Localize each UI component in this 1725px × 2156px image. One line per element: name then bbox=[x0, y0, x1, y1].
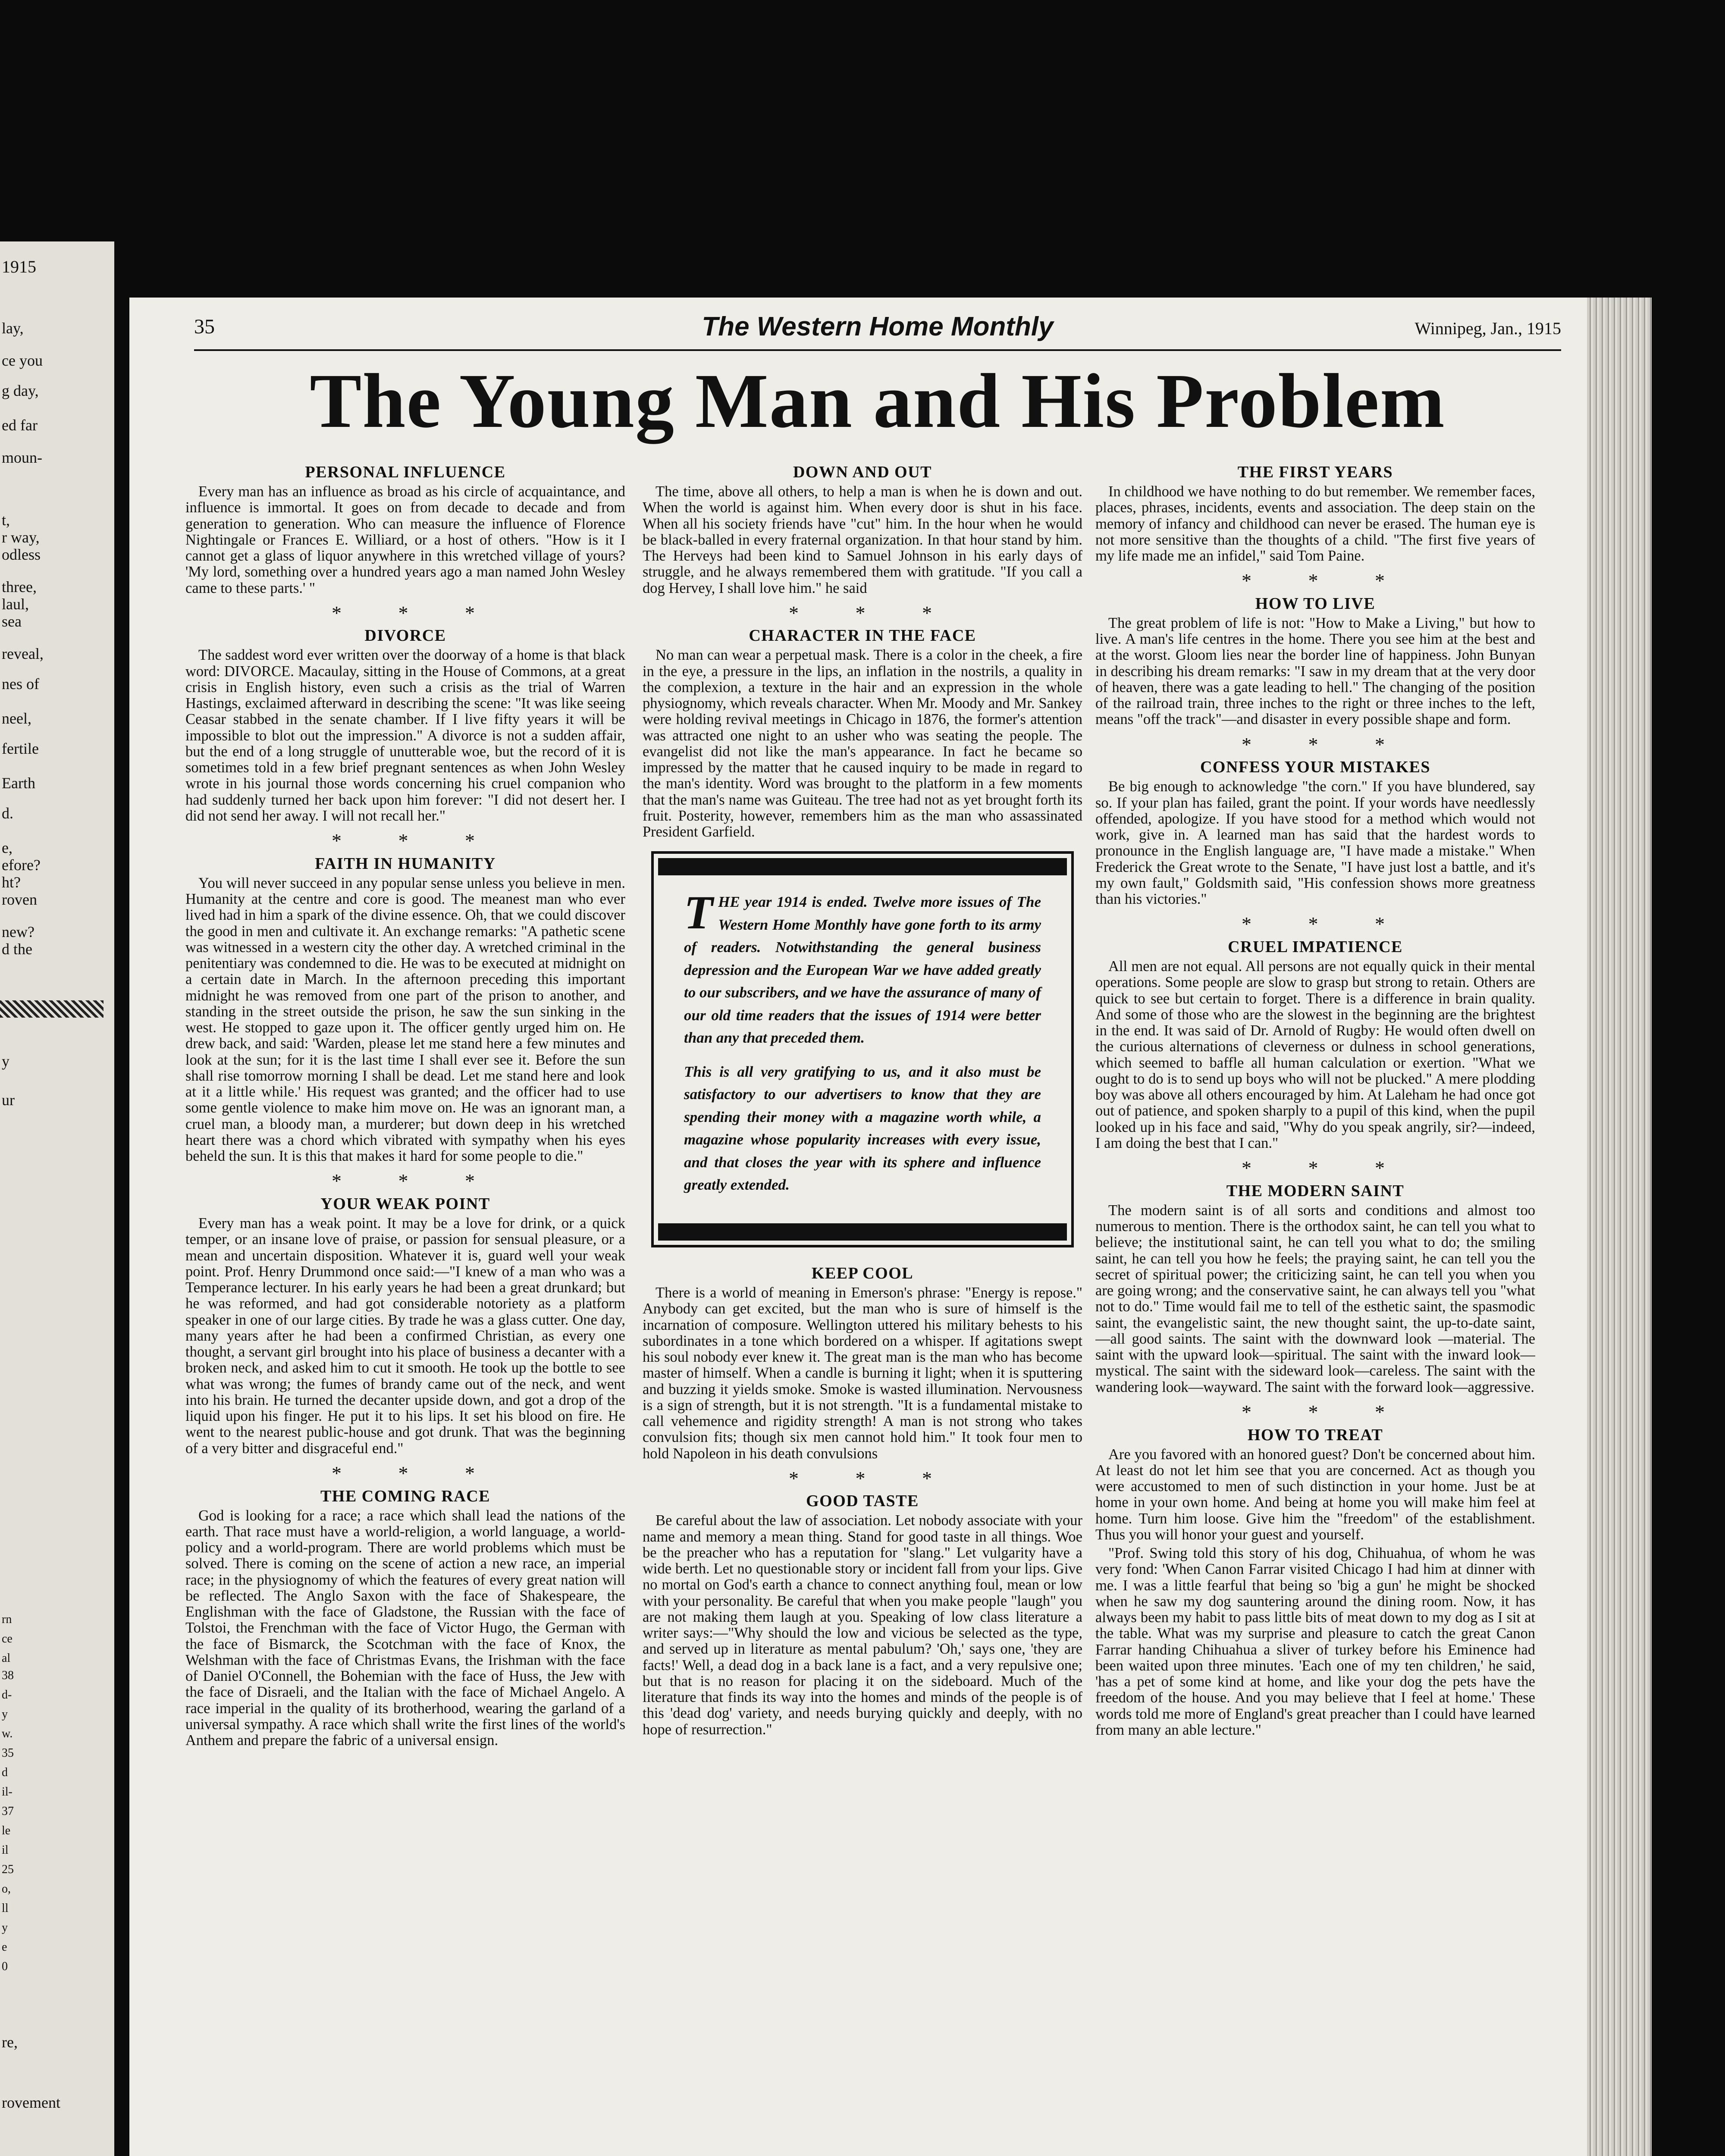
strip-line: r way, bbox=[2, 529, 40, 546]
strip-line: ll bbox=[2, 1902, 9, 1915]
article-faith-in-humanity bbox=[185, 855, 625, 1165]
article-confess-your-mistakes bbox=[1095, 758, 1535, 907]
strip-line: le bbox=[2, 1824, 11, 1837]
decorative-border bbox=[0, 1000, 104, 1018]
article-heading: CRUEL IMPATIENCE bbox=[1228, 938, 1403, 956]
issue-date: Winnipeg, Jan., 1915 bbox=[1414, 319, 1561, 338]
strip-line: d bbox=[2, 1766, 8, 1779]
section-separator: * * * bbox=[332, 602, 501, 624]
article-the-coming-race bbox=[185, 1488, 625, 1749]
article-cruel-impatience bbox=[1095, 938, 1535, 1151]
article-the-first-years bbox=[1095, 464, 1535, 564]
strip-line: efore? bbox=[2, 856, 41, 874]
section-separator: * * * bbox=[1242, 913, 1411, 935]
strip-line: g day, bbox=[2, 382, 39, 399]
strip-line: d the bbox=[2, 940, 32, 958]
strip-line: y bbox=[2, 1708, 8, 1721]
strip-line: e bbox=[2, 1940, 7, 1954]
page-number: 35 bbox=[194, 315, 215, 338]
section-separator: * * * bbox=[1242, 733, 1411, 755]
strip-line: re, bbox=[2, 2034, 18, 2051]
article-heading: DIVORCE bbox=[364, 627, 446, 645]
notice-paragraph: This is all very gratifying to us, and it also must be satisfactory to our advertisers to know that they are spending their money with a magazine worth while, a magazine whose popularity increases with every issue, and that closes the year with its sphere and influence greatly extended. bbox=[684, 1063, 1041, 1194]
article-paragraph: There is a world of meaning in Emerson's phrase: "Energy is repose." Anybody can get excited, but the man who is sure of himself is the incarnation of composure. Wellington uttered his military behests to his subordinates in a tone which bordered on a whisper. If agitations swept his soul nobody ever knew it. The great man is the man who has become master of himself. When a candle is burning it light; when it is sputtering and buzzing it yields smoke. Smoke is wasted illumination. Nervousness is a sign of strength, but it is not strength. "It is a fundamental mistake to call vehemence and rigidity strength! A man is not strong who takes convulsion fits; though six men cannot hold him." It took four men to hold Napoleon in his death convulsions bbox=[643, 1285, 1082, 1462]
strip-line: ce you bbox=[2, 352, 43, 369]
article-paragraph: Are you favored with an honored guest? Don't be concerned about him. At least do not let him see that you are concerned. Act as though you were accustomed to men of such distinction in your home. Just be at home in your own home. And being at home you will make him feel at home. Turn him loose. Give him the "freedom" of the establishment. Thus you will honor your guest and yourself. bbox=[1095, 1446, 1535, 1543]
article-paragraph: All men are not equal. All persons are not equally quick in their mental operations. Some people are slow to grasp but strong to retain. Others are quick to see but certain to forget. There is a difference in brain quality. And some of those who are the slowest in the beginning are the brightest in the end. It was said of Dr. Arnold of Rugby: He would often dwell on the curious alternations of cleverness or dulness in school generations, which seemed to baffle all human calculation or exertion. "What we ought to do is to send up boys who will not be plucked." A mere plodding boy was above all others encouraged by him. At Laleham he had once got out of patience, and spoken sharply to a pupil of this kind, when the pupil looked up in his face and said, "Why do you speak angrily, sir?—indeed, I am doing the best that I can." bbox=[1095, 958, 1535, 1151]
section-separator: * * * bbox=[789, 602, 958, 624]
strip-line: 25 bbox=[2, 1863, 14, 1876]
strip-line: lay, bbox=[2, 320, 24, 337]
article-heading: CONFESS YOUR MISTAKES bbox=[1200, 758, 1431, 777]
notice-body bbox=[658, 875, 1067, 1223]
article-paragraph: Every man has an influence as broad as his circle of acquaintance, and influence is immortal. It goes on from decade to decade and from generation to generation. Who can measure the influence of Florence Nightingale or Frances E. Williard, or a host of others. "How is it I cannot get a glass of liquor anywhere in this wretched village of yours? 'My lord, something over a hundred years ago a man named John Wesley came to these parts.' " bbox=[185, 483, 625, 596]
strip-line: fertile bbox=[2, 740, 39, 757]
strip-line: ht? bbox=[2, 874, 21, 891]
column-1 bbox=[185, 464, 625, 2156]
strip-line: ed far bbox=[2, 417, 38, 434]
article-heading: YOUR WEAK POINT bbox=[320, 1195, 490, 1213]
article-heading: THE COMING RACE bbox=[320, 1487, 491, 1505]
page-title: The Young Man and His Problem bbox=[310, 358, 1446, 444]
article-paragraph: Be big enough to acknowledge "the corn." If you have blundered, say so. If your plan has failed, grant the point. If your words have needlessly offended, apologize. If you have stood for a method which would not work, give in. A learned man has said that the hardest words to pronounce in the English language are, "I have made a mistake." When Frederick the Great wrote to the Senate, "I have just lost a battle, and it's my own fault," Goldsmith said, "His confession shows more greatness than his victories." bbox=[1095, 778, 1535, 908]
article-character-in-the-face bbox=[643, 627, 1082, 840]
section-separator: * * * bbox=[1242, 570, 1411, 592]
running-header bbox=[194, 312, 1561, 351]
article-paragraph: The saddest word ever written over the doorway of a home is that black word: DIVORCE. Macaulay, sitting in the House of Commons, at a great crisis in English history, even such a crisis as the trial of Warren Hastings, exclaimed afterward in describing the scene: "It was like seeing Ceasar stabbed in the senate chamber. If I live fifty years it will be impossible to blot out the impression." A divorce is not a sudden affair, but the end of a long struggle of unutterable woe, but the record of it is sometimes told in a few brief pregnant sentences as when John Wesley wrote in his journal those words concerning his cruel companion who had suddenly turned her back upon him forever: "I did not desert her. I did not send her away. I will not recall her." bbox=[185, 647, 625, 824]
article-paragraph: You will never succeed in any popular sense unless you believe in men. Humanity at the centre and core is good. The meanest man who ever lived had in him a spark of the divine essence. Oh, that we could discover the good in men and cultivate it. An exchange remarks: "A pathetic scene was witnessed in a western city the other day. A wretched criminal in the penitentiary was condemned to die. He was to be executed at midnight on a certain date in March. In the afternoon preceding this important midnight he was removed from one part of the prison to another, and standing in the street outside the prison, he saw the sun sinking in the west. He stopped to gaze upon it. The officer gently urged him on. He drew back, and said: 'Warden, please let me stand here a few minutes and look at the sun; for it is the last time I shall ever see it. Before the sun shall rise tomorrow morning I shall be dead. Let me stand here and look at it a little while.' His request was granted; and the officer had to use some gentle violence to make him move on. He was an ignorant man, a cruel man, a bloody man, a murderer; but down deep in his wretched heart there was a chord which vibrated with sympathy when his eyes beheld the sun. It is this that makes it hard for some people to die." bbox=[185, 874, 625, 1165]
article-paragraph: The great problem of life is not: "How to Make a Living," but how to live. A man's life centres in the home. There you see him at the best and at the worst. Gloom lies near the border line of happiness. John Bunyan in describing his dream remarks: "I saw in my dream that at the very door of heaven, there was a gate leading to hell." The changing of the position of the railroad train, three inches to the right or three inches to the left, means "off the track"—and disaster in every possible shape and form. bbox=[1095, 614, 1535, 728]
article-heading: THE FIRST YEARS bbox=[1237, 464, 1393, 481]
strip-line: moun- bbox=[2, 449, 42, 466]
article-heading: HOW TO LIVE bbox=[1255, 594, 1376, 613]
strip-line: 0 bbox=[2, 1960, 8, 1973]
strip-line: ur bbox=[2, 1091, 15, 1109]
strip-line: rn bbox=[2, 1613, 12, 1626]
adjacent-page-strip bbox=[0, 241, 114, 2156]
article-paragraph: The time, above all others, to help a man is when he is down and out. When the world is against him. When every door is shut in his face. When all his society friends have "cut" him. In the hour when he would be black-balled in every fraternal organization. In that hour stand by him. The Herveys had been kind to Samuel Johnson in his early days of struggle, and he always remembered them with gratitude. "If you call a dog Hervey, I shall love him." he said bbox=[643, 483, 1082, 596]
strip-line: t, bbox=[2, 511, 10, 529]
section-separator: * * * bbox=[1242, 1401, 1411, 1423]
article-divorce bbox=[185, 627, 625, 824]
article-heading: CHARACTER IN THE FACE bbox=[749, 627, 976, 645]
magazine-page bbox=[129, 298, 1587, 2156]
article-heading: GOOD TASTE bbox=[806, 1492, 919, 1510]
strip-line: il bbox=[2, 1843, 9, 1857]
article-how-to-live bbox=[1095, 595, 1535, 728]
article-good-taste bbox=[643, 1492, 1082, 1738]
strip-line: Earth bbox=[2, 774, 35, 792]
article-heading: FAITH IN HUMANITY bbox=[315, 854, 496, 873]
strip-line: d- bbox=[2, 1688, 12, 1702]
article-heading: DOWN AND OUT bbox=[793, 464, 932, 481]
drop-cap: T bbox=[684, 886, 713, 939]
article-how-to-treat bbox=[1095, 1426, 1535, 1739]
strip-line: o, bbox=[2, 1882, 11, 1896]
strip-line: new? bbox=[2, 923, 34, 940]
strip-line: neel, bbox=[2, 710, 31, 727]
article-paragraph: Every man has a weak point. It may be a love for drink, or a quick temper, or an insane love of praise, or passion for sensual pleasure, or a mean and uncertain disposition. Whatever it is, guard well your weak point. Prof. Henry Drummond once said:—"I knew of a man who was a Temperance lecturer. In his early years he had been a great drunkard; but he was reformed, and had got considerable notoriety as a platform speaker in one of our large cities. By trade he was a glass cutter. One day, many years after he had been a confirmed Christian, as every one thought, a servant girl brought into his place of business a decanter with a broken neck, and asked him to cut it smooth. He took up the bottle to see what was wrong; the fumes of brandy came out of the neck, and went into his brain. He turned the decanter upside down, and got a drop of the liquid upon his finger. He put it to his lips. It set his blood on fire. He went to the nearest public-house and got drunk. That was the beginning of a very bitter and disgraceful end." bbox=[185, 1215, 625, 1457]
article-heading: PERSONAL INFLUENCE bbox=[305, 464, 506, 481]
section-separator: * * * bbox=[332, 1462, 501, 1484]
column-3 bbox=[1095, 464, 1535, 2156]
article-down-and-out bbox=[643, 464, 1082, 596]
notice-paragraph bbox=[684, 886, 1041, 1050]
strip-line: y bbox=[2, 1921, 8, 1934]
article-the-modern-saint bbox=[1095, 1182, 1535, 1395]
section-separator: * * * bbox=[332, 1170, 501, 1192]
article-keep-cool bbox=[643, 1265, 1082, 1462]
article-paragraph: In childhood we have nothing to do but remember. We remember faces, places, phrases, incidents, events and association. The deep stain on the memory of infancy and childhood can never be erased. The human eye is not more sensitive than the thoughts of a child. "The first five years of my life made me an infidel," said Tom Paine. bbox=[1095, 483, 1535, 564]
column-2 bbox=[643, 464, 1082, 2156]
article-paragraph: Be careful about the law of association. Let nobody associate with your name and memory a mean thing. Stand for good taste in all things. Woe be the preacher who has a reputation for "slang." Let vulgarity have a wide berth. Let no questionable story or incident fall from your lips. Give no mortal on God's earth a chance to connect anything foul, mean or low with your personality. Be careful that when you make people "laugh" you are not making them laugh at you. Speaking of low class literature a writer says:—"Why should the low and vicious be selected as the type, and served up in literature as mental pabulum? 'Oh,' says one, 'they are facts!' Well, a dead dog in a back lane is a fact, and a very repulsive one; but that is no reason for placing it on the sideboard. Much of the literature that finds its way into the homes and minds of the people is of this 'dead dog' variety, and needs burying quickly and deeply, with no hope of resurrection." bbox=[643, 1512, 1082, 1738]
strip-line: reveal, bbox=[2, 645, 44, 662]
strip-line: rovement bbox=[2, 2094, 60, 2111]
strip-line: three, bbox=[2, 578, 37, 595]
strip-line: sea bbox=[2, 613, 22, 630]
strip-line: 35 bbox=[2, 1746, 14, 1760]
strip-line: w. bbox=[2, 1727, 13, 1740]
article-paragraph: "Prof. Swing told this story of his dog, Chihuahua, of whom he was very fond: 'When Canon Farrar visited Chicago I had him at dinner with me. I was a little fearful that being so 'big a gun' he might be shocked when he saw my dog sauntering around the dining room. Now, it has always been my habit to pass little bits of meat down to my dog as I sit at the table. What was my surprise and pleasure to catch the great Canon Farrar handing Chihuahua a sliver of turkey before his Eminence had been waited upon three minutes. 'Each one of my ten children,' he said, 'has a pet of some kind at home, and like your dog the pets have the freedom of the house. And you may believe that I feel at home.' These words told me more of England's great preacher than I could have learned from many an able lecture." bbox=[1095, 1545, 1535, 1738]
article-your-weak-point bbox=[185, 1195, 625, 1457]
article-heading: HOW TO TREAT bbox=[1247, 1426, 1383, 1444]
strip-line: 37 bbox=[2, 1805, 14, 1818]
page-edge-binding bbox=[1587, 298, 1652, 2156]
magazine-name: The Western Home Monthly bbox=[702, 312, 1054, 342]
article-paragraph: The modern saint is of all sorts and conditions and almost too numerous to mention. There is the orthodox saint, he can tell you what to believe; the institutional saint, he can tell you what to do; the smiling saint, he can tell you how he feels; the praying saint, he can tell you the secret of spiritual power; the criticizing saint, he can tell you when you are going wrong; and the conservative saint, he can always tell you "what not to do." Time would fail me to tell of the esthetic saint, the spasmodic saint, the evangelistic saint, the new thought saint, the up-to-date saint, —all good saints. The saint with the downward look —material. The saint with the upward look—spiritual. The saint with the inward look—mystical. The saint with the sideward look—careless. The saint with the wandering look—wayward. The saint with the forward look—aggressive. bbox=[1095, 1202, 1535, 1395]
article-personal-influence bbox=[185, 464, 625, 596]
article-paragraph: God is looking for a race; a race which shall lead the nations of the earth. That race must have a world-religion, a world language, a world-policy and a world-program. There are world problems which must be solved. There is coming on the scene of action a new race, an imperial race; in the physiognomy of which the features of every great nation will be reflected. The Anglo Saxon with the face of Shakespeare, the Englishman with the face of Gladstone, the Russian with the face of Tolstoi, the Frenchman with the face of Victor Hugo, the German with the face of Bismarck, the Scotchman with the face of Knox, the Welshman with the face of Christmas Evans, the Irishman with the face of Daniel O'Connell, the Bohemian with the face of Huss, the Jew with the face of Disraeli, and the Italian with the face of Michael Angelo. A race imperial in the quality of its brotherhood, wearing the garland of a universal sympathy. A race which shall write the first lines of the world's Anthem and prepare the fabric of a universal ensign. bbox=[185, 1507, 625, 1749]
publisher-notice-box bbox=[651, 851, 1074, 1247]
notice-bottom-bar bbox=[658, 1223, 1067, 1241]
section-separator: * * * bbox=[332, 830, 501, 852]
strip-line: il- bbox=[2, 1785, 13, 1799]
strip-line: odless bbox=[2, 546, 41, 563]
strip-line: roven bbox=[2, 891, 37, 908]
strip-line: 38 bbox=[2, 1669, 14, 1682]
strip-line: al bbox=[2, 1651, 11, 1665]
article-heading: KEEP COOL bbox=[811, 1264, 914, 1282]
strip-line: e, bbox=[2, 839, 13, 856]
notice-text: HE year 1914 is ended. Twelve more issues of The Western Home Monthly have gone forth to its army of readers. Notwithstanding the general business depression and the European War we have added greatly to our subscribers, and we have the assurance of many of our old time readers that the issues of 1914 were better than any that preceded them. bbox=[684, 893, 1041, 1047]
strip-line: laul, bbox=[2, 595, 29, 613]
section-separator: * * * bbox=[1242, 1157, 1411, 1179]
strip-line: ce bbox=[2, 1632, 13, 1645]
strip-line: nes of bbox=[2, 675, 39, 693]
article-paragraph: No man can wear a perpetual mask. There is a color in the cheek, a fire in the eye, a pressure in the lips, an inflation in the nostrils, a quality in the complexion, a texture in the hair and an expression in the whole physiognomy, which reveals character. When Mr. Moody and Mr. Sankey were holding revival meetings in Chicago in 1876, the former's attention was attracted one night to an usher who was seating the people. The evangelist did not like the man's appearance. In fact he became so impressed by the matter that he caused inquiry to be made in regard to the man's identity. Word was brought to the platform in a few moments that the man's name was Guiteau. The tree had not as yet brought forth its fruit. Posterity, however, remembers him as the man who assassinated President Garfield. bbox=[643, 647, 1082, 840]
strip-line: 1915 bbox=[2, 257, 36, 276]
notice-top-bar bbox=[658, 858, 1067, 875]
strip-line: y bbox=[2, 1053, 9, 1070]
article-heading: THE MODERN SAINT bbox=[1226, 1181, 1405, 1200]
strip-line: d. bbox=[2, 805, 13, 822]
section-separator: * * * bbox=[789, 1467, 958, 1489]
